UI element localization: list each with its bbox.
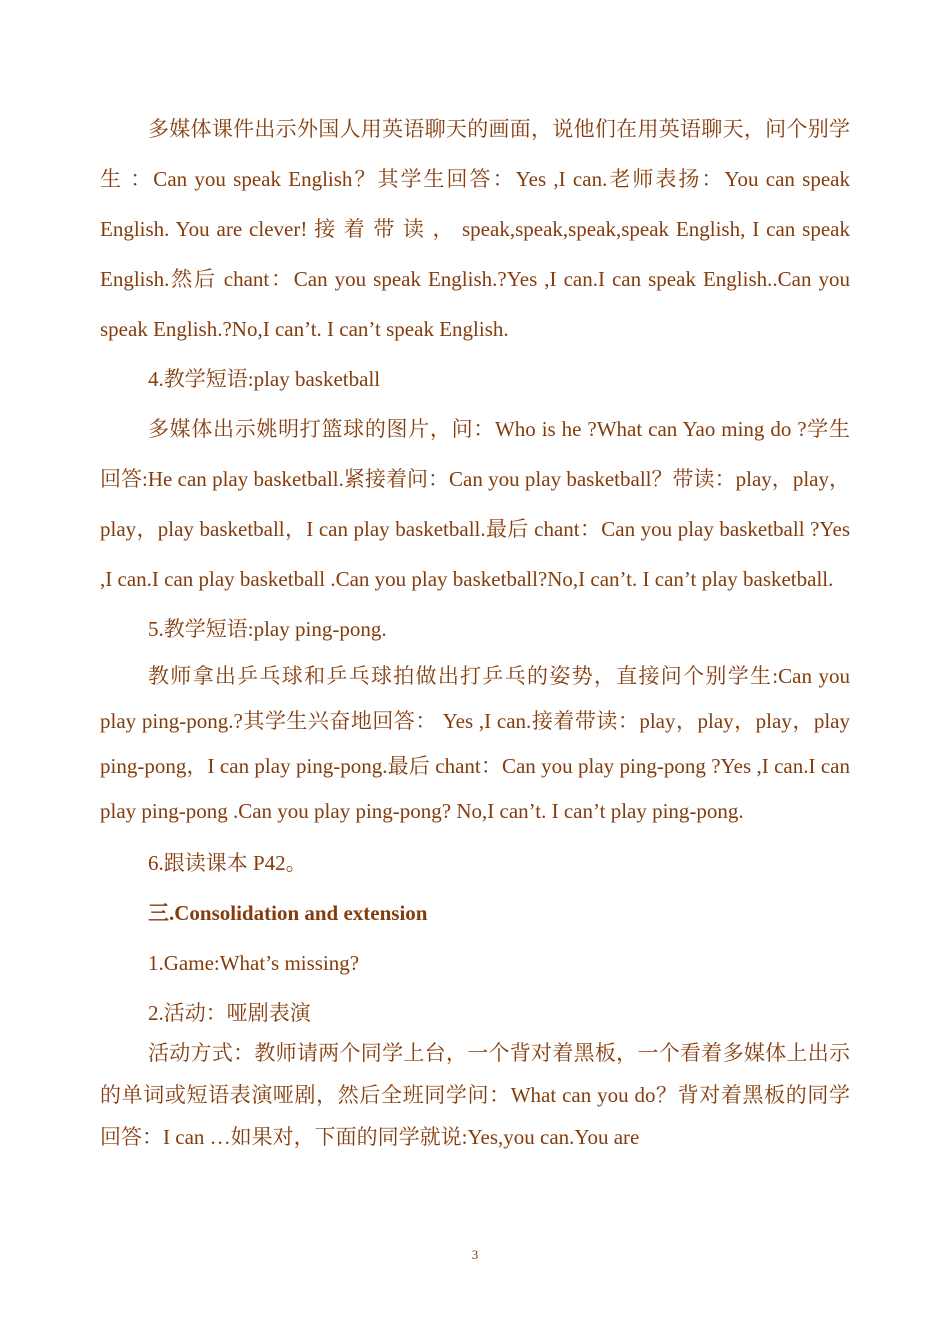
paragraph-game: 1.Game:What’s missing? bbox=[148, 951, 360, 975]
paragraph-speak-english: 多媒体课件出示外国人用英语聊天的画面，说他们在用英语聊天，问个别学生 ：Can you speak English？其学生回答：Yes ,I can.老师表扬：You can speak English. You are clever! 接 着 带 读 ， speak,speak,speak,speak English, I can speak English.然后 chant：Can you speak English.?Yes ,I can.I can speak English..Can you speak English.?No,I can’t. I can’t speak English. bbox=[100, 117, 850, 341]
paragraph-activity-method: 活动方式：教师请两个同学上台，一个背对着黑板，一个看着多媒体上出示的单词或短语表演哑剧，然后全班同学问：What can you do？背对着黑板的同学回答：I can …如果对，下面的同学就说:Yes,you can.You are bbox=[100, 1041, 850, 1149]
paragraph-follow-textbook: 6.跟读课本 P42。 bbox=[148, 851, 307, 875]
section-heading-consolidation: 三.Consolidation and extension bbox=[148, 901, 428, 925]
paragraph-play-basketball: 多媒体出示姚明打篮球的图片，问：Who is he ?What can Yao ming do ?学生回答:He can play basketball.紧接着问：Can you play basketball？带读：play，play，play，play basketball，I can play basketball.最后 chant：Can you play basketball ?Yes ,I can.I can play basketball .Can you play basketball?No,I can’t. I can’t play basketball. bbox=[100, 417, 850, 591]
paragraph-play-ping-pong: 教师拿出乒乓球和乒乓球拍做出打乒乓的姿势，直接问个别学生:Can you play ping-pong.?其学生兴奋地回答： Yes ,I can.接着带读：play，play，play，play ping-pong，I can play ping-pong.最后 chant：Can you play ping-pong ?Yes ,I can.I can play ping-pong .Can you play ping-pong? No,I can’t. I can’t play ping-pong. bbox=[100, 664, 850, 823]
document-body bbox=[100, 104, 850, 1158]
page-number: 3 bbox=[471, 1247, 479, 1262]
heading-play-ping-pong: 5.教学短语:play ping-pong. bbox=[148, 617, 387, 641]
heading-play-basketball: 4.教学短语:play basketball bbox=[148, 367, 381, 391]
paragraph-activity-title: 2.活动：哑剧表演 bbox=[148, 1001, 311, 1025]
